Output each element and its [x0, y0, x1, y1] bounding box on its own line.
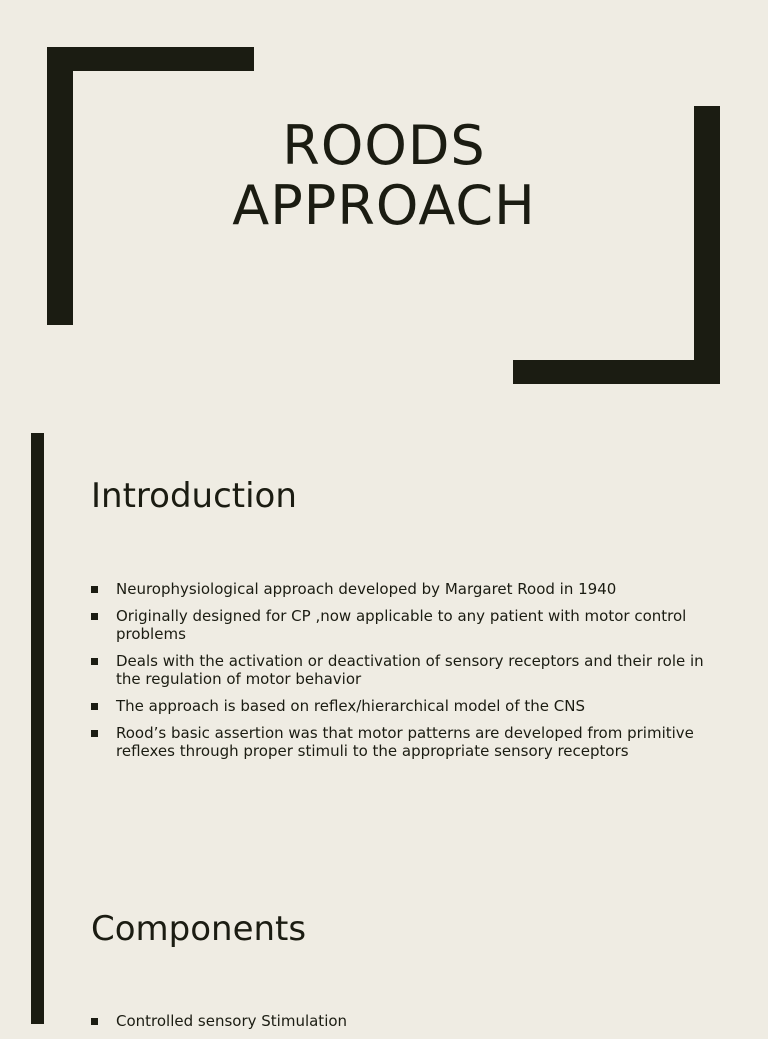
list-item: Deals with the activation or deactivation of sensory receptors and their role in the regulation of motor behavior	[91, 652, 711, 688]
introduction-heading: Introduction	[91, 476, 297, 516]
introduction-bullet-list	[91, 580, 711, 769]
title-line-2: APPROACH	[232, 174, 536, 237]
components-heading: Components	[91, 909, 307, 949]
frame-bottom-right-horizontal	[513, 360, 720, 384]
components-bullet-list	[91, 1012, 711, 1039]
list-item: Controlled sensory Stimulation	[91, 1012, 711, 1030]
slide-accent-bar	[31, 433, 44, 1024]
frame-top-left-horizontal	[47, 47, 254, 71]
list-item: Neurophysiological approach developed by Margaret Rood in 1940	[91, 580, 711, 598]
title-line-1: ROODS	[282, 114, 486, 177]
list-item: Originally designed for CP ,now applicable to any patient with motor control problems	[91, 607, 711, 643]
list-item: Rood’s basic assertion was that motor patterns are developed from primitive reflexes through proper stimuli to the appropriate sensory receptors	[91, 724, 711, 760]
bullet-square-icon	[91, 703, 98, 710]
bullet-square-icon	[91, 730, 98, 737]
bullet-square-icon	[91, 586, 98, 593]
bullet-square-icon	[91, 613, 98, 620]
list-item: The approach is based on reflex/hierarchical model of the CNS	[91, 697, 711, 715]
bullet-square-icon	[91, 658, 98, 665]
slide-title	[0, 116, 768, 236]
